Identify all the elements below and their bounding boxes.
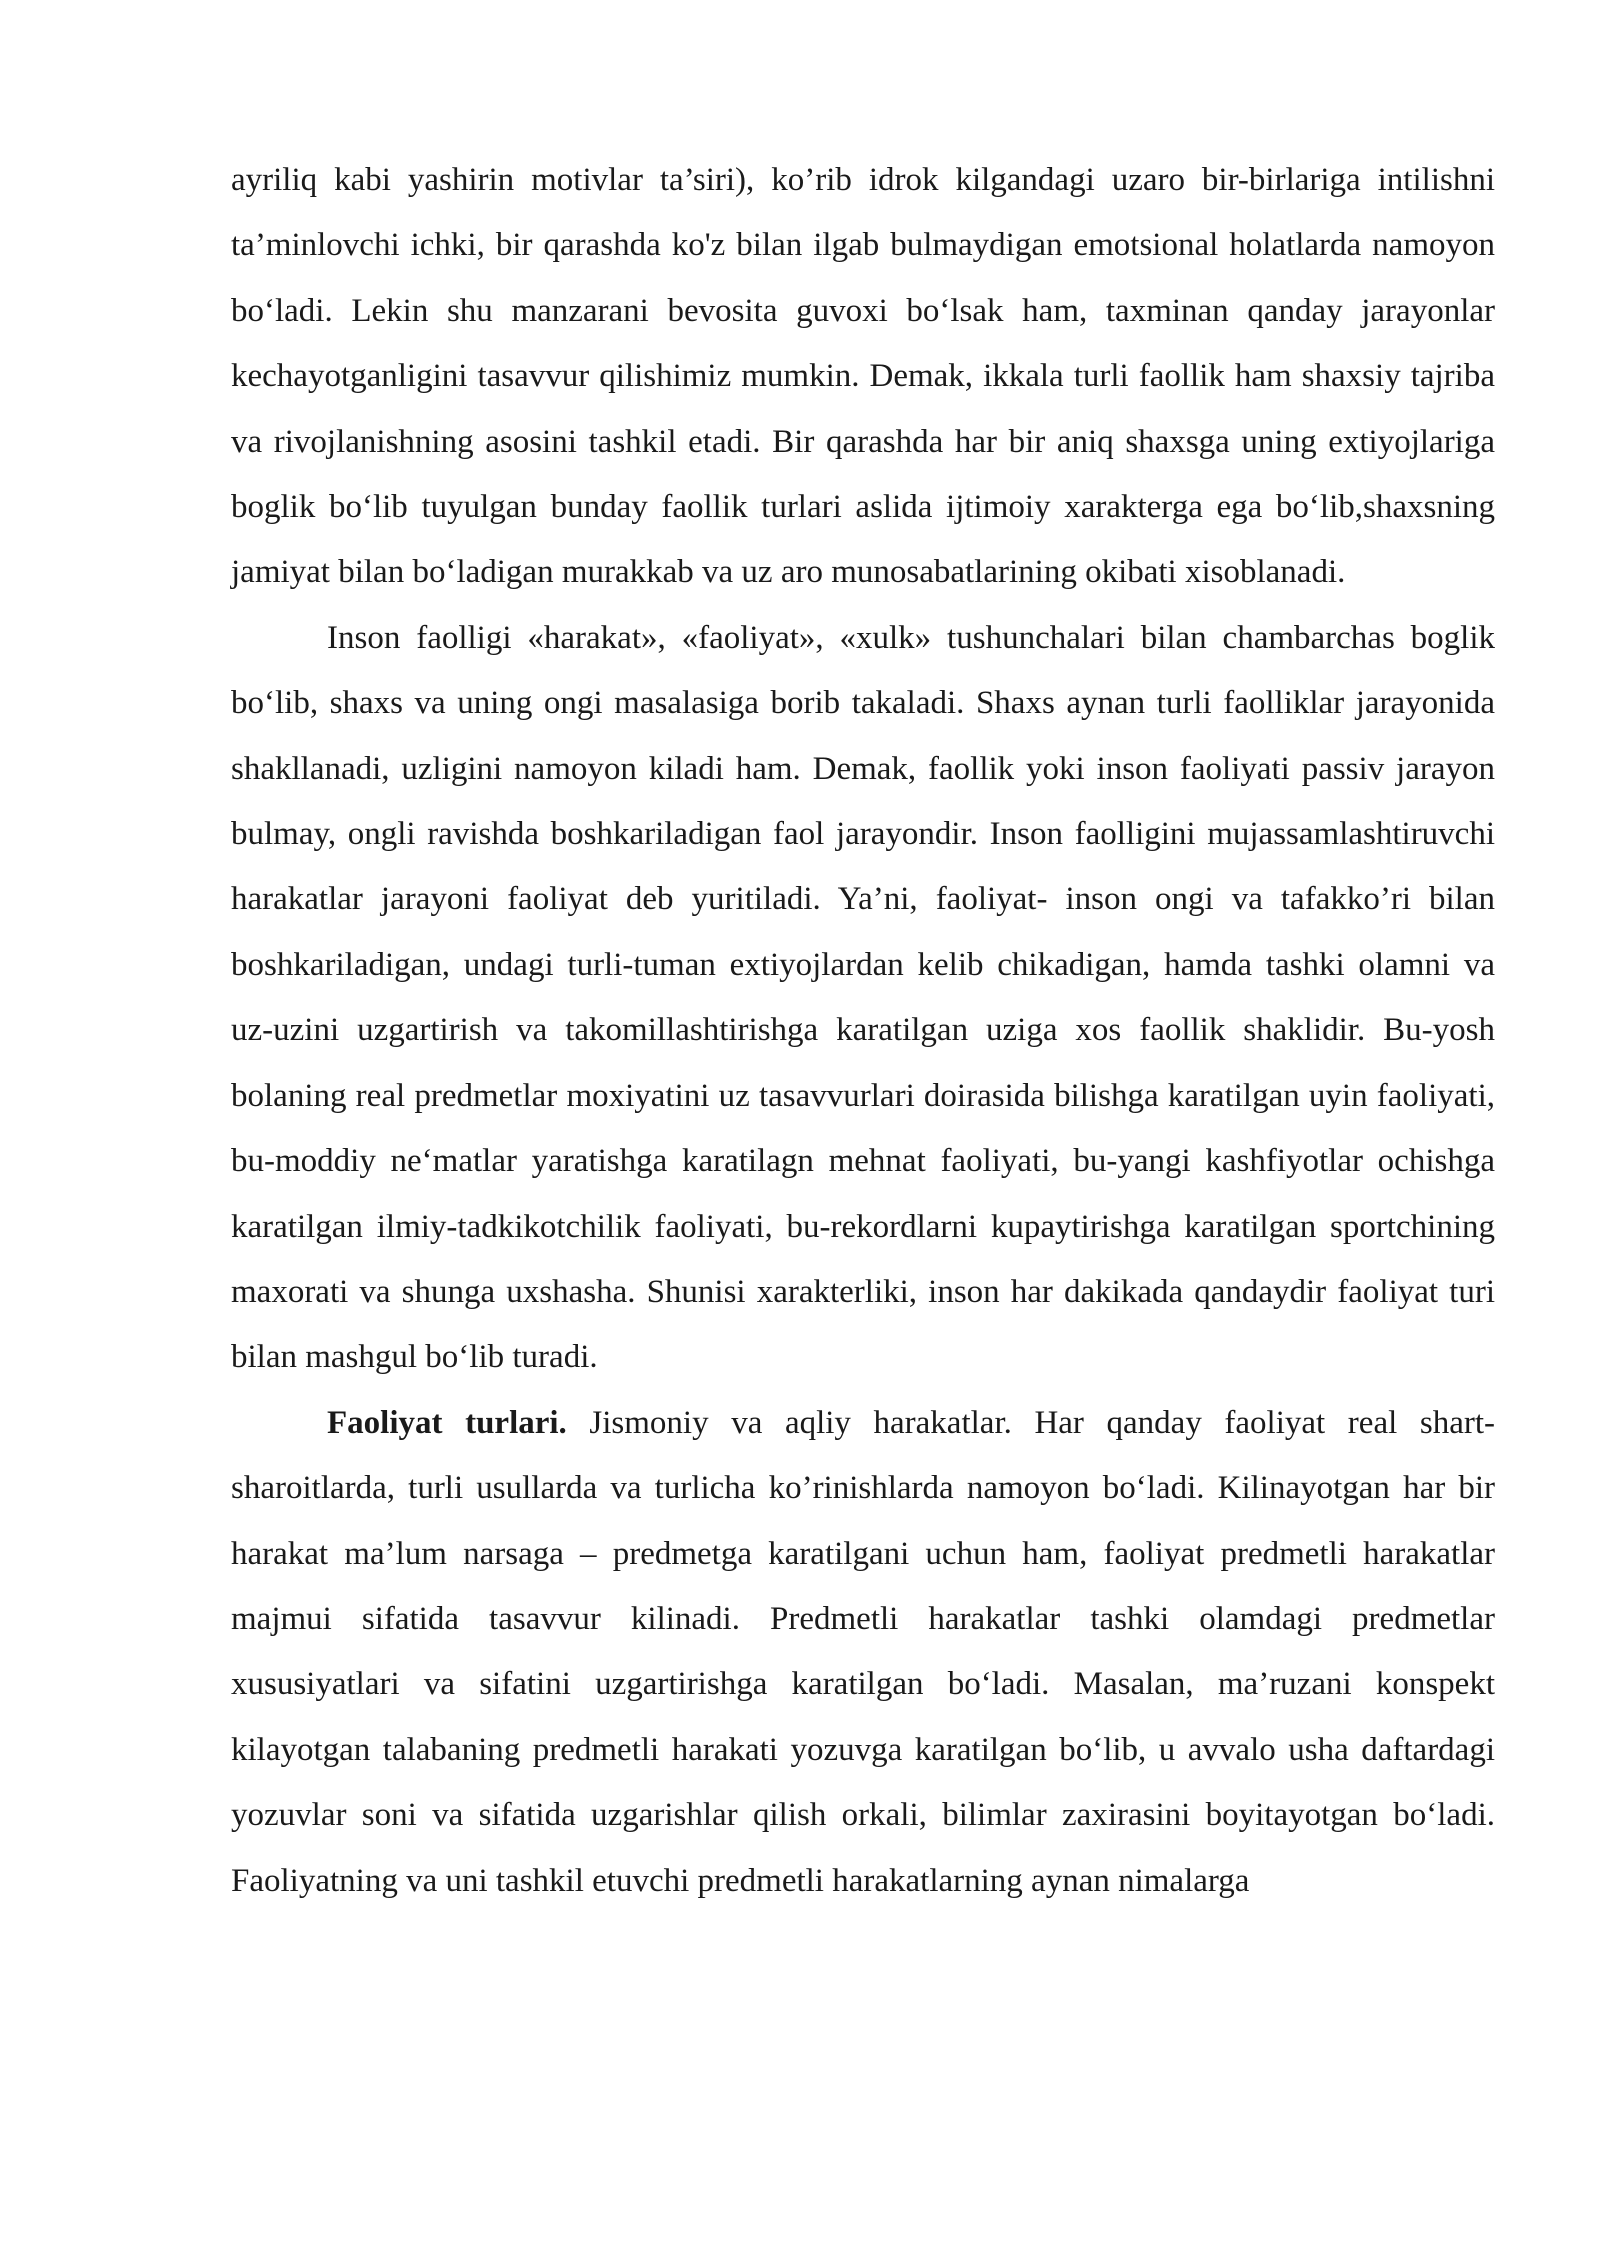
section-heading-faoliyat-turlari: Faoliyat turlari. <box>327 1404 567 1441</box>
body-text <box>231 148 1495 1914</box>
paragraph-3-text: Jismoniy va aqliy harakatlar. Har qanday faoliyat real shart-sharoitlarda, turli usullarda va turlicha ko’rinishlarda namoyon bo‘ladi. Kilinayotgan har bir harakat ma’lum narsaga – predmetga karatilgani uchun ham, faoliyat predmetli harakatlar majmui sifatida tasavvur kilinadi. Predmetli harakatlar tashki olamdagi predmetlar xususiyatlari va sifatini uzgartirishga karatilgan bo‘ladi. Masalan, ma’ruzani konspekt kilayotgan talabaning predmetli harakati yozuvga karatilgan bo‘lib, u avvalo usha daftardagi yozuvlar soni va sifatida uzgarishlar qilish orkali, bilimlar zaxirasini boyitayotgan bo‘ladi. Faoliyatning va uni tashkil etuvchi predmetli harakatlarning aynan nimalarga <box>231 1404 1495 1899</box>
paragraph-1: ayriliq kabi yashirin motivlar ta’siri), ko’rib idrok kilgandagi uzaro bir-birlariga intilishni ta’minlovchi ichki, bir qarashda ko'z bilan ilgab bulmaydigan emotsional holatlarda namoyon bo‘ladi. Lekin shu manzarani bevosita guvoxi bo‘lsak ham, taxminan qanday jarayonlar kechayotganligini tasavvur qilishimiz mumkin. Demak, ikkala turli faollik ham shaxsiy tajriba va rivojlanishning asosini tashkil etadi. Bir qarashda har bir aniq shaxsga uning extiyojlariga boglik bo‘lib tuyulgan bunday faollik turlari aslida ijtimoiy xarakterga ega bo‘lib,shaxsning jamiyat bilan bo‘ladigan murakkab va uz aro munosabatlarining okibati xisoblanadi. <box>231 162 1495 591</box>
paragraph-2: Inson faolligi «harakat», «faoliyat», «xulk» tushunchalari bilan chambarchas boglik bo‘lib, shaxs va uning ongi masalasiga borib takaladi. Shaxs aynan turli faolliklar jarayonida shakllanadi, uzligini namoyon kiladi ham. Demak, faollik yoki inson faoliyati passiv jarayon bulmay, ongli ravishda boshkariladigan faol jarayondir. Inson faolligini mujassamlashtiruvchi harakatlar jarayoni faoliyat deb yuritiladi. Ya’ni, faoliyat- inson ongi va tafakko’ri bilan boshkariladigan, undagi turli-tuman extiyojlardan kelib chikadigan, hamda tashki olamni va uz-uzini uzgartirish va takomillashtirishga karatilgan uziga xos faollik shaklidir. Bu-yosh bolaning real predmetlar moxiyatini uz tasavvurlari doirasida bilishga karatilgan uyin faoliyati, bu-moddiy ne‘matlar yaratishga karatilagn mehnat faoliyati, bu-yangi kashfiyotlar ochishga karatilgan ilmiy-tadkikotchilik faoliyati, bu-rekordlarni kupaytirishga karatilgan sportchining maxorati va shunga uxshasha. Shunisi xarakterliki, inson har dakikada qandaydir faoliyat turi bilan mashgul bo‘lib turadi. <box>231 619 1495 1376</box>
paragraph-3 <box>231 1391 1495 1914</box>
